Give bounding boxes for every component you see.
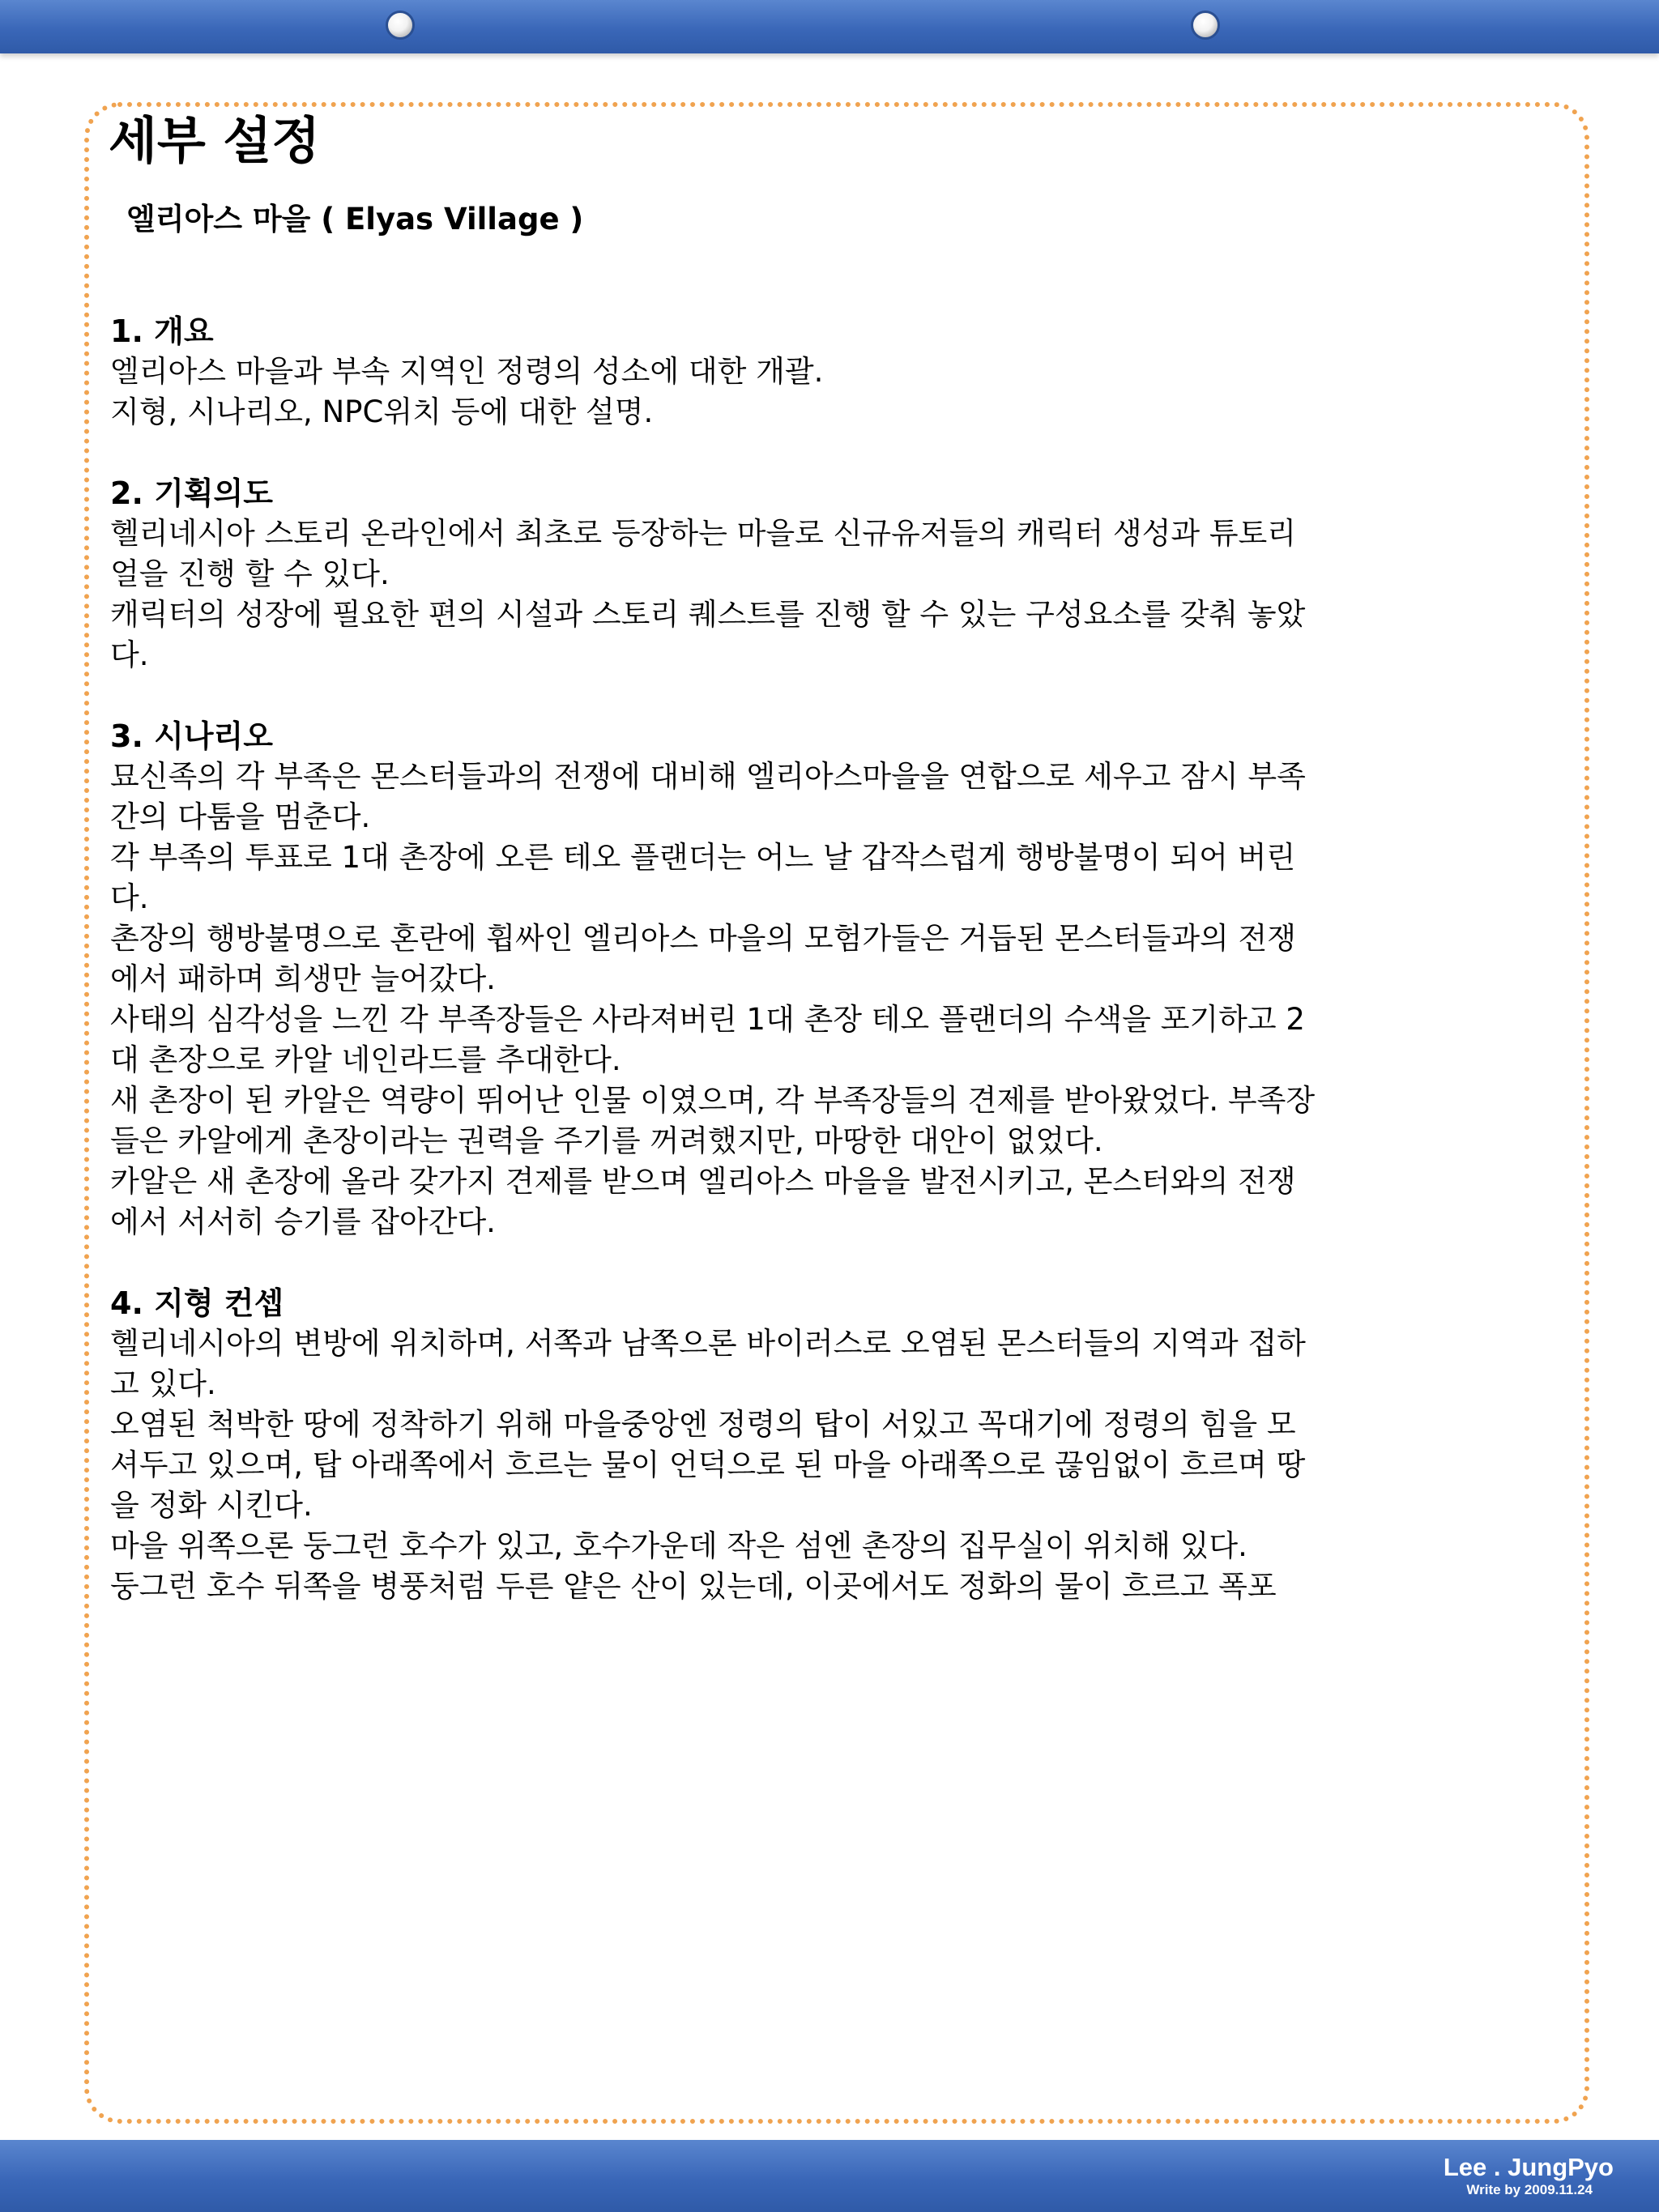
paragraph-line: 헬리네시아의 변방에 위치하며, 서쪽과 남쪽으론 바이러스로 오염된 몬스터들의 지역과 접하 [110, 1326, 1306, 1361]
section-overview [110, 311, 1503, 433]
paragraph-line: 묘신족의 각 부족은 몬스터들과의 전쟁에 대비해 엘리아스마을을 연합으로 세우고 잠시 부족 [110, 759, 1306, 794]
paragraph-line: 간의 다툼을 멈춘다. [110, 799, 371, 834]
binder-ring-icon [386, 11, 415, 40]
page-subtitle: 엘리아스 마을 ( Elyas Village ) [126, 202, 584, 237]
paragraph-line: 각 부족의 투표로 1대 촌장에 오른 테오 플랜더는 어느 날 갑작스럽게 행방불명이 되어 버린 [110, 840, 1296, 875]
section-heading: 3. 시나리오 [110, 718, 273, 754]
paragraph-line: 마을 위쪽으론 둥그런 호수가 있고, 호수가운데 작은 섬엔 촌장의 집무실이 위치해 있다. [110, 1528, 1247, 1563]
section-scenario [110, 716, 1503, 1242]
paragraph-line: 에서 서서히 승기를 잡아간다. [110, 1204, 496, 1239]
bottom-footer-bar [0, 2140, 1659, 2212]
paragraph-line: 에서 패하며 희생만 늘어갔다. [110, 961, 496, 996]
paragraph-line: 고 있다. [110, 1366, 216, 1401]
paragraph-line: 을 정화 시킨다. [110, 1488, 313, 1523]
author-name: Lee . JungPyo [1443, 2153, 1614, 2181]
paragraph-line: 셔두고 있으며, 탑 아래쪽에서 흐르는 물이 언덕으로 된 마을 아래쪽으로 끊임없이 흐르며 땅 [110, 1447, 1306, 1482]
page-title: 세부 설정 [109, 111, 321, 170]
binder-ring-icon [1191, 11, 1220, 40]
paragraph-line: 캐릭터의 성장에 필요한 편의 시설과 스토리 퀘스트를 진행 할 수 있는 구성요소를 갖춰 놓았 [110, 597, 1306, 632]
paragraph-line: 둥그런 호수 뒤쪽을 병풍처럼 두른 얕은 산이 있는데, 이곳에서도 정화의 물이 흐르고 폭포 [110, 1569, 1277, 1604]
paragraph-line: 얼을 진행 할 수 있다. [110, 556, 390, 591]
section-heading: 1. 개요 [110, 313, 214, 349]
write-date: Write by 2009.11.24 [1466, 2182, 1593, 2197]
section-terrain-concept [110, 1283, 1503, 1607]
paragraph-line: 다. [110, 637, 149, 672]
paragraph-line: 새 촌장이 된 카알은 역량이 뛰어난 인물 이였으며, 각 부족장들의 견제를 받아왔었다. 부족장 [110, 1083, 1316, 1118]
paragraph-line: 다. [110, 880, 149, 915]
paragraph-line: 대 촌장으로 카알 네인라드를 추대한다. [110, 1042, 621, 1077]
paragraph-line: 헬리네시아 스토리 온라인에서 최초로 등장하는 마을로 신규유저들의 캐릭터 생성과 튜토리 [110, 516, 1297, 551]
section-planning-intent [110, 473, 1503, 676]
document-body [110, 311, 1503, 1647]
top-header-bar [0, 0, 1659, 53]
paragraph-line: 사태의 심각성을 느낀 각 부족장들은 사라져버린 1대 촌장 테오 플랜더의 수색을 포기하고 2 [110, 1002, 1305, 1037]
paragraph-line: 들은 카알에게 촌장이라는 권력을 주기를 꺼려했지만, 마땅한 대안이 없었다. [110, 1123, 1103, 1158]
paragraph-line: 지형, 시나리오, NPC위치 등에 대한 설명. [110, 394, 654, 429]
paragraph-line: 카알은 새 촌장에 올라 갖가지 견제를 받으며 엘리아스 마을을 발전시키고, 몬스터와의 전쟁 [110, 1164, 1296, 1199]
paragraph-line: 오염된 척박한 땅에 정착하기 위해 마을중앙엔 정령의 탑이 서있고 꼭대기에 정령의 힘을 모 [110, 1407, 1296, 1442]
section-heading: 2. 기획의도 [110, 475, 273, 511]
section-heading: 4. 지형 컨셉 [110, 1285, 284, 1321]
paragraph-line: 촌장의 행방불명으로 혼란에 휩싸인 엘리아스 마을의 모험가들은 거듭된 몬스터들과의 전쟁 [110, 921, 1297, 956]
paragraph-line: 엘리아스 마을과 부속 지역인 정령의 성소에 대한 개괄. [110, 354, 824, 389]
